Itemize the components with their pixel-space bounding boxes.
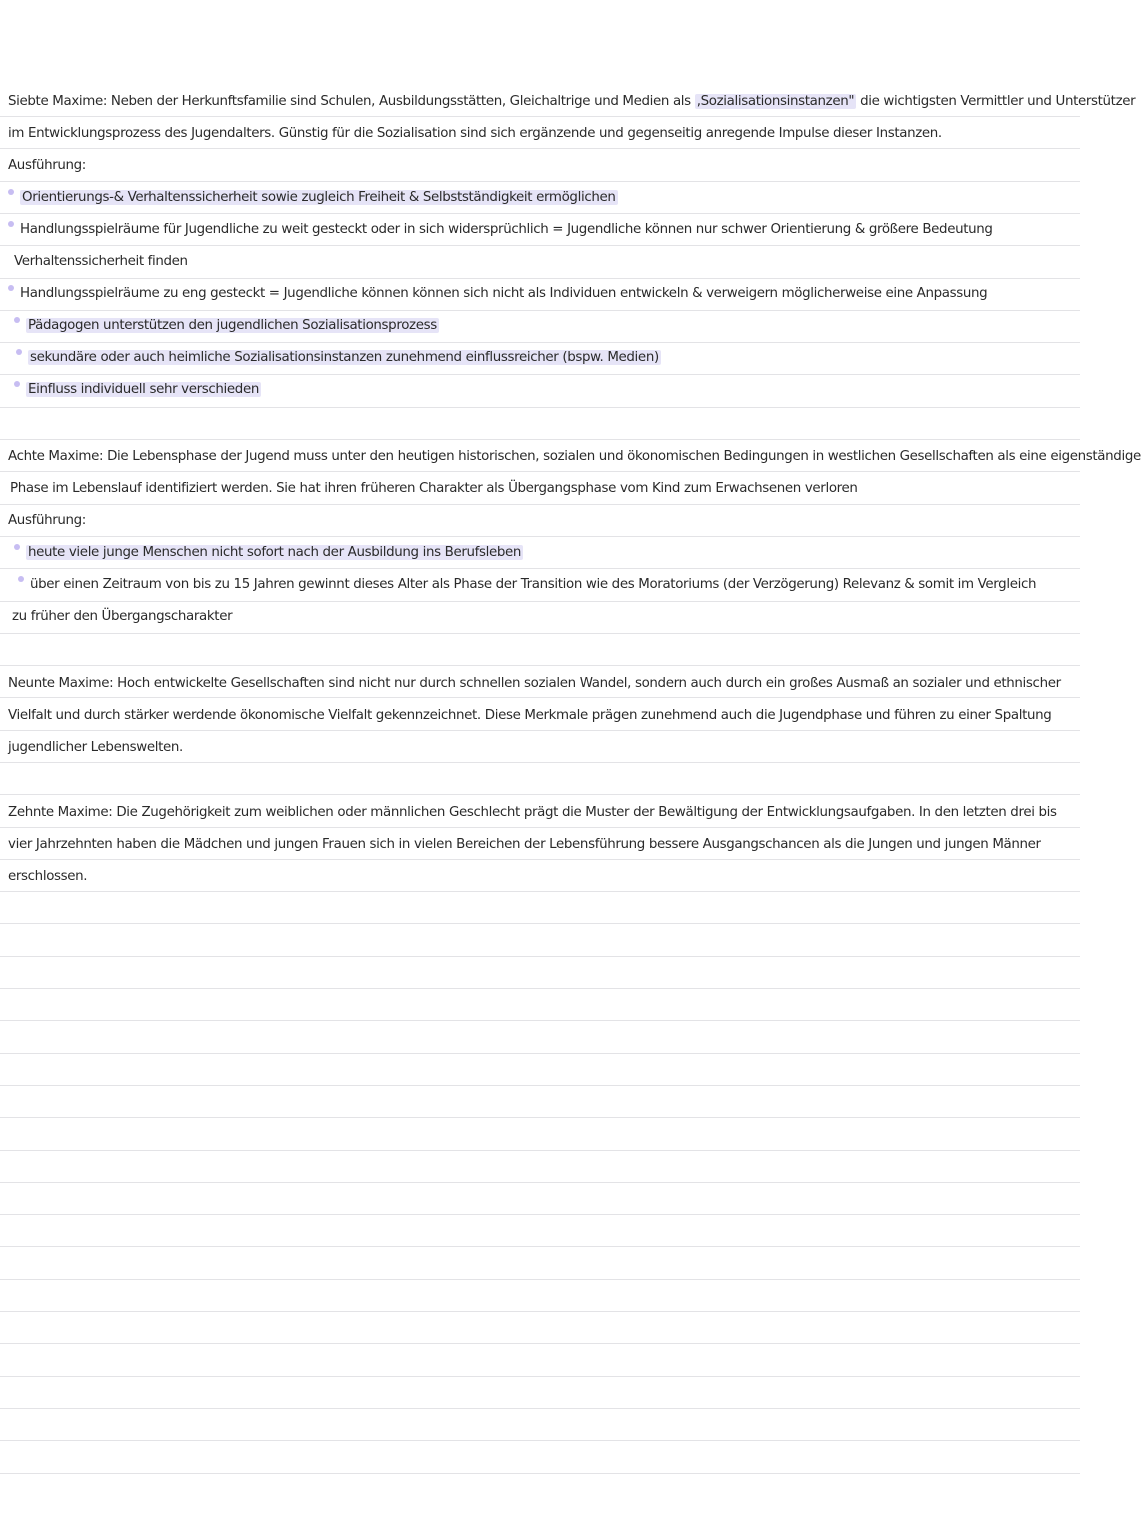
bullet-item xyxy=(0,342,1080,374)
text: Achte Maxime: Die Lebensphase der Jugend muss unter den heutigen historischen, sozialen und ökonomischen Bedingungen in westlichen Gesellschaften als eine eigenständige xyxy=(8,449,1141,464)
ruled-line xyxy=(0,1020,1080,1021)
bullet-item xyxy=(0,310,1080,342)
text: Neunte Maxime: Hoch entwickelte Gesellschaften sind nicht nur durch schnellen sozialen Wandel, sondern auch durch ein großes Ausmaß an sozialer und ethnischer xyxy=(8,676,1061,691)
text: die wichtigsten Vermittler und Unterstützer xyxy=(856,94,1136,109)
text: erschlossen. xyxy=(8,869,88,884)
ruled-line xyxy=(0,439,1080,440)
ruled-line xyxy=(0,1408,1080,1409)
text: Handlungsspielräume für Jugendliche zu weit gesteckt oder in sich widersprüchlich = Jugendliche können nur schwer Orientierung & größere Bedeutung xyxy=(20,222,993,237)
ruled-line xyxy=(0,923,1080,924)
text: sekundäre oder auch heimliche Sozialisationsinstanzen zunehmend einflussreicher (bspw. Medien) xyxy=(30,350,659,365)
ruled-line xyxy=(0,1053,1080,1054)
ruled-line xyxy=(0,1343,1080,1344)
highlight-term: ,Sozialisationsinstanzen" xyxy=(696,94,855,109)
ruled-line xyxy=(0,1440,1080,1441)
ausfuehrung-label-1 xyxy=(0,150,1080,182)
neunte-maxime-line-1 xyxy=(0,668,1080,700)
bullet-icon xyxy=(14,317,20,323)
text: vier Jahrzehnten haben die Mädchen und jungen Frauen sich in vielen Bereichen der Lebensführung bessere Ausgangschancen als die Jungen und jungen Männer xyxy=(8,837,1041,852)
achte-maxime-line-1 xyxy=(0,441,1141,473)
text: Siebte Maxime: Neben der Herkunftsfamilie sind Schulen, Ausbildungsstätten, Gleichaltrige und Medien als xyxy=(8,94,695,109)
bullet-icon xyxy=(8,189,14,195)
bullet-icon xyxy=(8,221,14,227)
text: Ausführung: xyxy=(8,158,86,173)
zehnte-maxime-line-3 xyxy=(0,861,1080,893)
ruled-line xyxy=(0,1150,1080,1151)
neunte-maxime-line-3 xyxy=(0,732,1080,764)
text: Handlungsspielräume zu eng gesteckt = Jugendliche können können sich nicht als Individuen entwickeln & verweigern möglicherweise eine Anpassung xyxy=(20,286,988,301)
text: Orientierungs-& Verhaltenssicherheit sowie zugleich Freiheit & Selbstständigkeit ermöglichen xyxy=(22,190,616,205)
text: über einen Zeitraum von bis zu 15 Jahren gewinnt dieses Alter als Phase der Transition wie des Moratoriums (der Verzögerung) Relevanz & somit im Vergleich xyxy=(30,577,1037,592)
text: zu früher den Übergangscharakter xyxy=(12,609,233,624)
ruled-line xyxy=(0,1246,1080,1247)
bullet-item-continuation xyxy=(0,601,1080,633)
text: Einfluss individuell sehr verschieden xyxy=(28,382,259,397)
zehnte-maxime-line-2 xyxy=(0,829,1080,861)
bullet-item xyxy=(0,214,1080,246)
ruled-line xyxy=(0,665,1080,666)
neunte-maxime-line-2 xyxy=(0,700,1080,732)
ausfuehrung-label-2 xyxy=(0,505,1080,537)
ruled-line xyxy=(0,1376,1080,1377)
bullet-item xyxy=(0,182,1080,214)
bullet-item-continuation xyxy=(0,246,1080,278)
bullet-icon xyxy=(8,285,14,291)
ruled-line xyxy=(0,1473,1080,1474)
achte-maxime-line-2 xyxy=(0,473,1080,505)
ruled-line xyxy=(0,794,1080,795)
ruled-line xyxy=(0,1117,1080,1118)
bullet-item xyxy=(0,374,1080,406)
ruled-line xyxy=(0,956,1080,957)
ruled-line xyxy=(0,633,1080,634)
ruled-line xyxy=(0,1085,1080,1086)
zehnte-maxime-line-1 xyxy=(0,797,1080,829)
bullet-icon xyxy=(18,576,24,582)
text: jugendlicher Lebenswelten. xyxy=(8,740,183,755)
ruled-line xyxy=(0,1311,1080,1312)
text: Zehnte Maxime: Die Zugehörigkeit zum weiblichen oder männlichen Geschlecht prägt die Muster der Bewältigung der Entwicklungsaufgaben. In den letzten drei bis xyxy=(8,805,1057,820)
text: Verhaltenssicherheit finden xyxy=(14,254,188,269)
bullet-item xyxy=(0,537,1080,569)
bullet-icon xyxy=(14,381,20,387)
text: im Entwicklungsprozess des Jugendalters. Günstig für die Sozialisation sind sich ergänzende und gegenseitig anregende Impulse dieser Instanzen. xyxy=(8,126,942,141)
ruled-line xyxy=(0,1182,1080,1183)
siebte-maxime-line-2 xyxy=(0,118,1080,150)
ruled-line xyxy=(0,988,1080,989)
ruled-line xyxy=(0,1214,1080,1215)
ruled-line xyxy=(0,407,1080,408)
text: Pädagogen unterstützen den jugendlichen Sozialisationsprozess xyxy=(28,318,437,333)
text: Ausführung: xyxy=(8,513,86,528)
bullet-icon xyxy=(16,349,22,355)
text: Phase im Lebenslauf identifiziert werden. Sie hat ihren früheren Charakter als Übergangsphase vom Kind zum Erwachsenen verloren xyxy=(10,481,858,496)
siebte-maxime-line-1 xyxy=(0,86,1136,118)
bullet-icon xyxy=(14,544,20,550)
text: heute viele junge Menschen nicht sofort nach der Ausbildung ins Berufsleben xyxy=(28,545,522,560)
bullet-item xyxy=(0,569,1080,601)
ruled-line xyxy=(0,1279,1080,1280)
bullet-item xyxy=(0,278,1080,310)
text: Vielfalt und durch stärker werdende ökonomische Vielfalt gekennzeichnet. Diese Merkmale prägen zunehmend auch die Jugendphase und führen zu einer Spaltung xyxy=(8,708,1052,723)
